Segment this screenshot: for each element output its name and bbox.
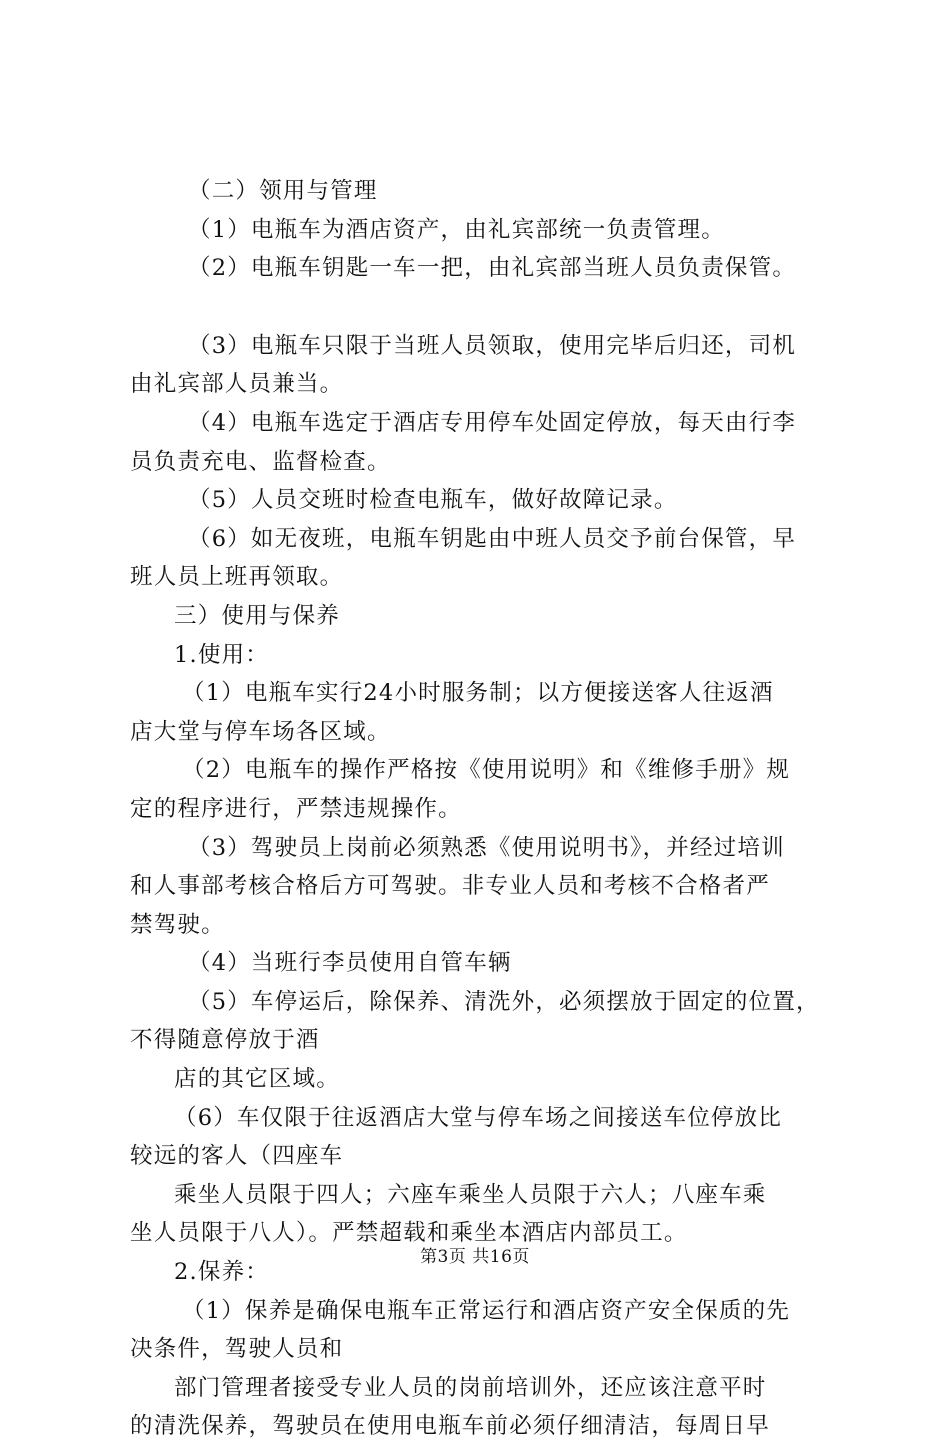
text-line: （1）保养是确保电瓶车正常运行和酒店资产安全保质的先 — [182, 1297, 791, 1324]
text-line: 和人事部考核合格后方可驾驶。非专业人员和考核不合格者严 — [130, 873, 770, 900]
text-line: （6）车仅限于往返酒店大堂与停车场之间接送车位停放比 — [174, 1104, 783, 1131]
text-line: 店的其它区域。 — [174, 1066, 340, 1093]
text-line: （6）如无夜班，电瓶车钥匙由中班人员交予前台保管，早 — [188, 525, 797, 552]
text-line: （3）电瓶车只限于当班人员领取，使用完毕后归还，司机 — [188, 332, 797, 359]
text-line: （5）车停运后，除保养、清洗外，必须摆放于固定的位置， — [188, 988, 820, 1015]
page-footer: 第3页 共16页 — [420, 1247, 530, 1267]
text-line: （3）驾驶员上岗前必须熟悉《使用说明书》，并经过培训 — [188, 834, 785, 861]
text-line: （2）电瓶车钥匙一车一把，由礼宾部当班人员负责保管。 — [188, 255, 797, 282]
text-line: （4）电瓶车选定于酒店专用停车处固定停放，每天由行李 — [188, 409, 797, 436]
text-line: 班人员上班再领取。 — [130, 564, 344, 591]
text-line: 的清洗保养，驾驶员在使用电瓶车前必须仔细清洁，每周日早 — [130, 1413, 770, 1440]
text-line: （4）当班行李员使用自管车辆 — [188, 950, 512, 977]
text-line: 不得随意停放于酒 — [130, 1027, 320, 1054]
text-line: 2.保养： — [174, 1259, 269, 1286]
paragraph-gap — [130, 288, 830, 327]
text-line: 1.使用： — [174, 641, 269, 668]
text-line: 禁驾驶。 — [130, 911, 225, 938]
text-line: 定的程序进行，严禁违规操作。 — [130, 795, 462, 822]
text-line: （1）电瓶车实行24小时服务制；以方便接送客人往返酒 — [182, 680, 774, 707]
text-line: （二）领用与管理 — [188, 178, 378, 204]
text-line: 部门管理者接受专业人员的岗前培训外，还应该注意平时 — [174, 1374, 767, 1401]
text-line: 员负责充电、监督检查。 — [130, 448, 391, 475]
text-line: 乘坐人员限于四人；六座车乘坐人员限于六人；八座车乘 — [174, 1181, 767, 1208]
text-line: 较远的客人（四座车 — [130, 1143, 344, 1170]
text-line: 决条件，驾驶人员和 — [130, 1336, 344, 1363]
text-line: 坐人员限于八人）。严禁超载和乘坐本酒店内部员工。 — [130, 1220, 688, 1247]
text-line: 三）使用与保养 — [174, 602, 340, 629]
text-line: （2）电瓶车的操作严格按《使用说明》和《维修手册》规 — [182, 757, 791, 784]
text-line: （1）电瓶车为酒店资产，由礼宾部统一负责管理。 — [188, 216, 725, 243]
text-line: 由礼宾部人员兼当。 — [130, 371, 344, 398]
text-line: 店大堂与停车场各区域。 — [130, 718, 391, 745]
text-line: （5）人员交班时检查电瓶车，做好故障记录。 — [188, 487, 678, 514]
